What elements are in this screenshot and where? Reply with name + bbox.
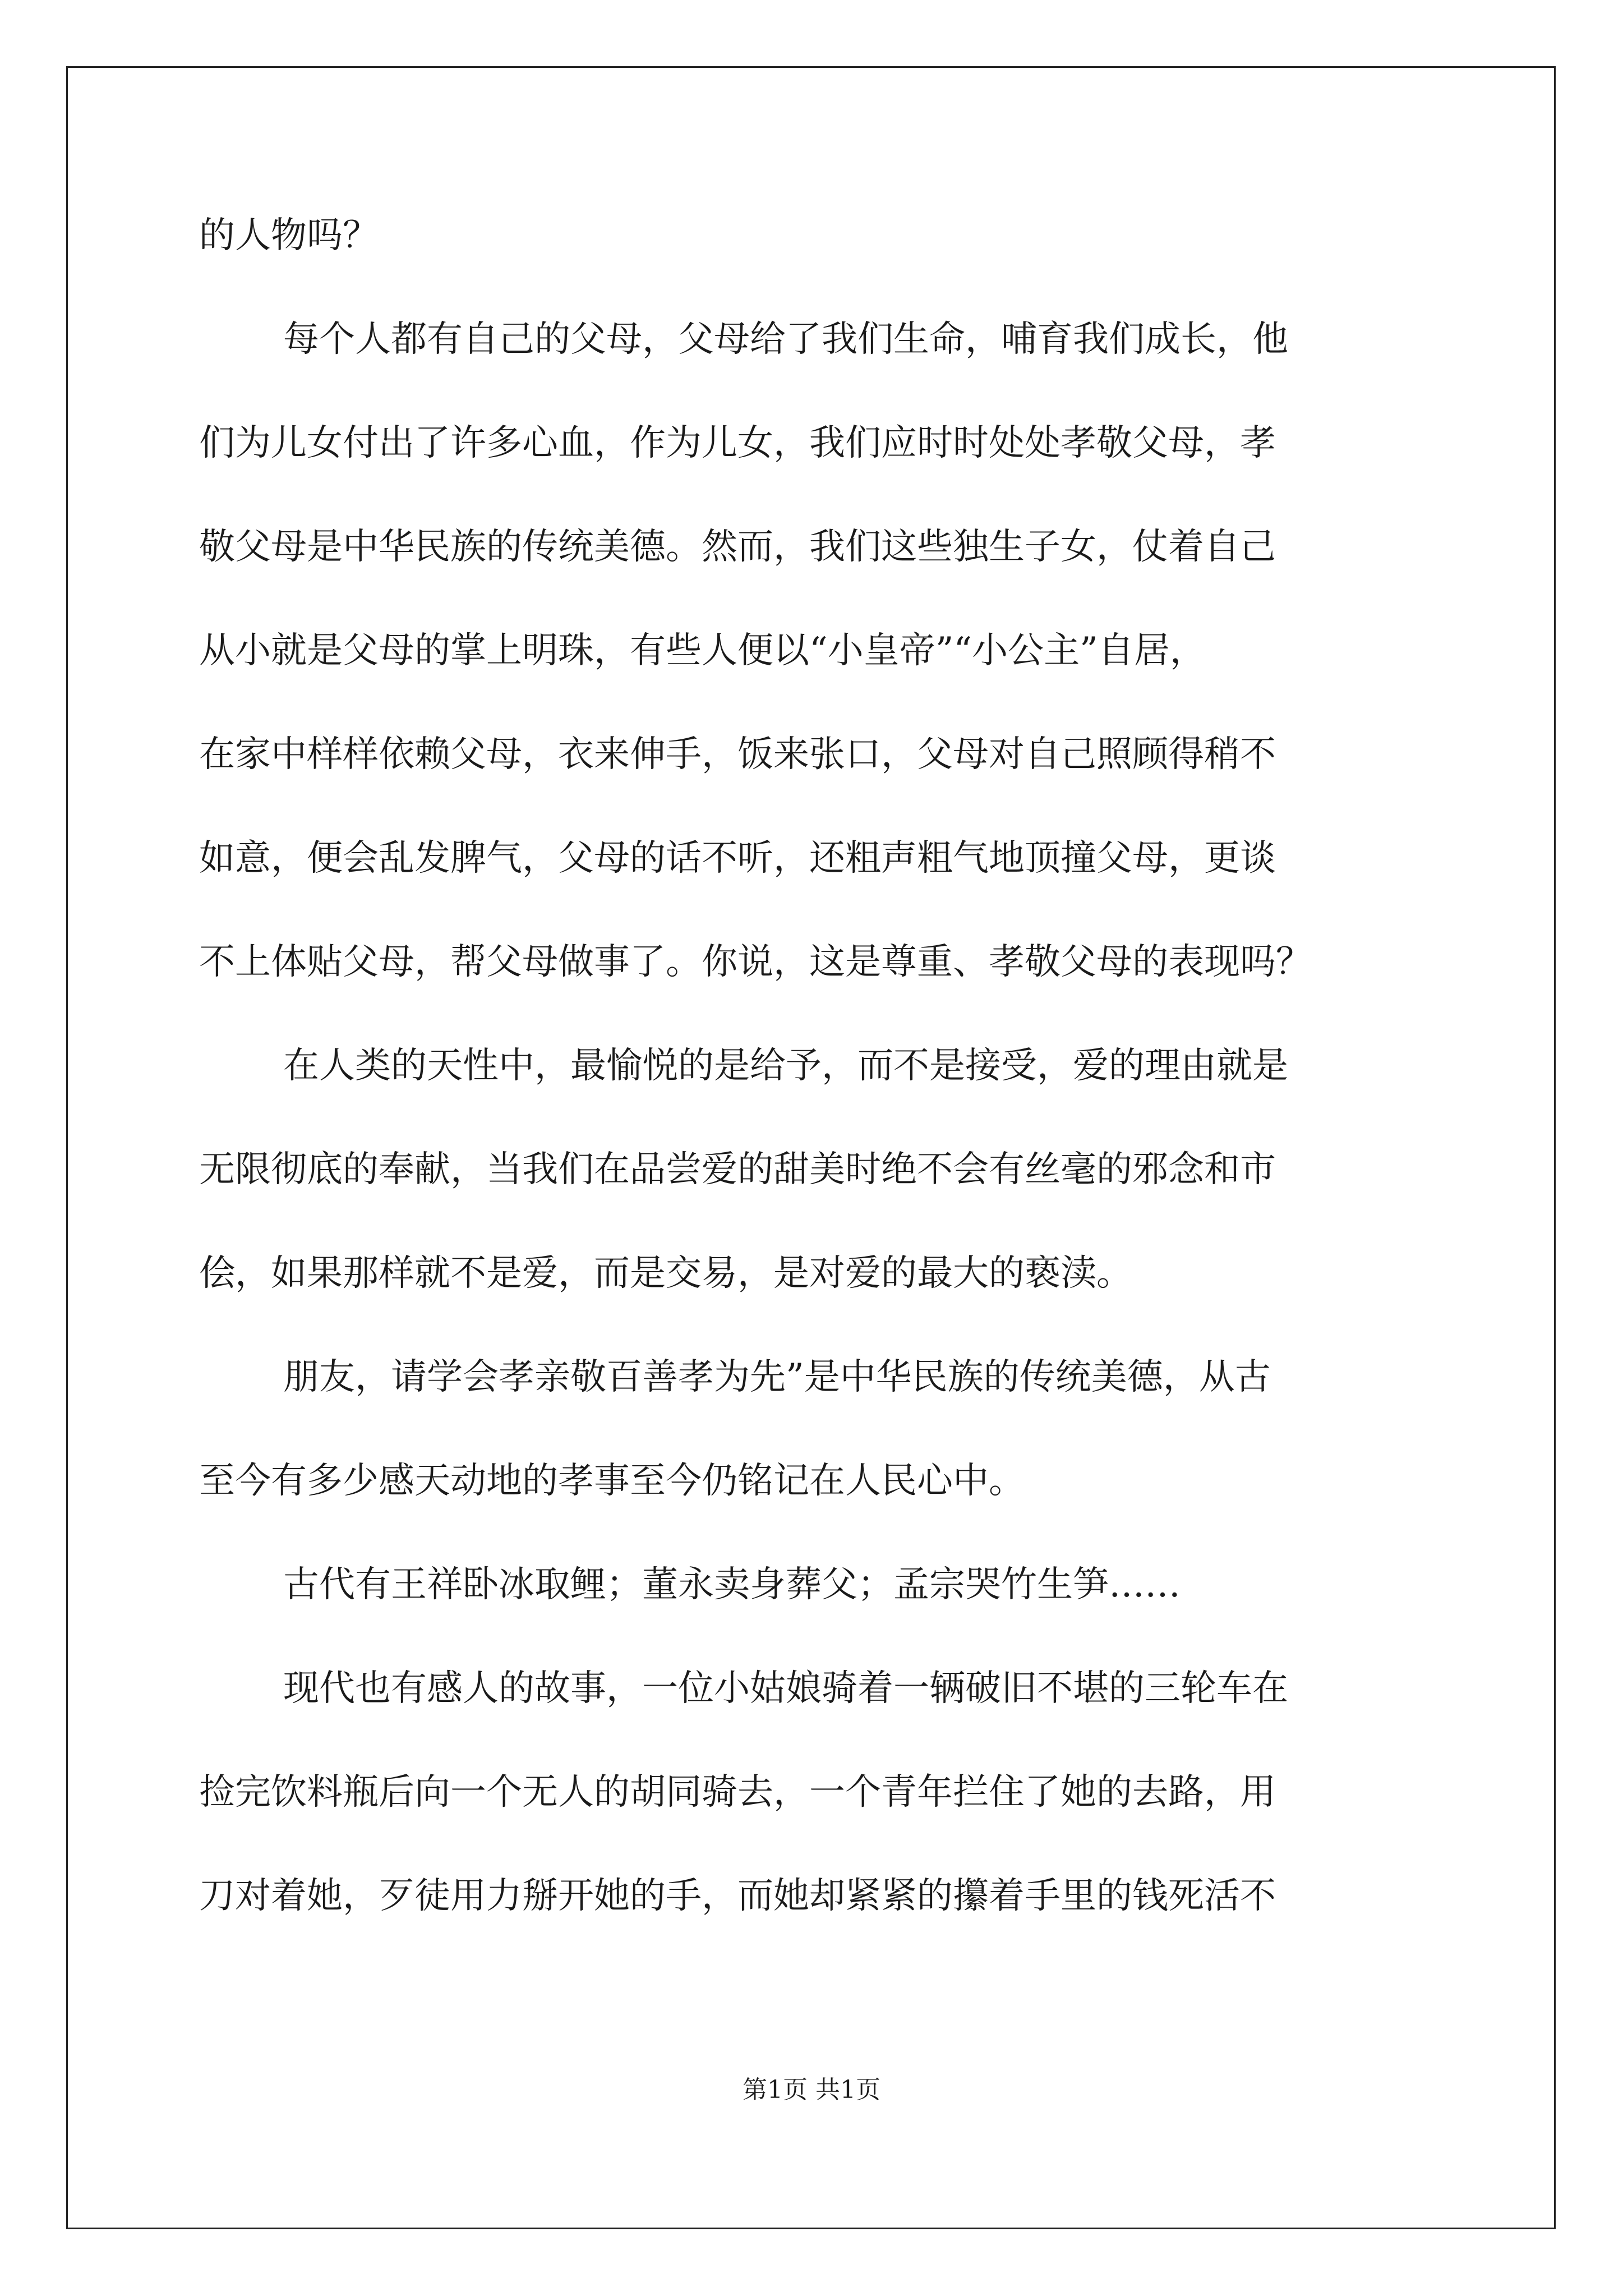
text-line: 古代有王祥卧冰取鲤；董永卖身葬父；孟宗哭竹生笋…… — [283, 1564, 1181, 1605]
text-line: 无限彻底的奉献，当我们在品尝爱的甜美时绝不会有丝毫的邪念和市 — [199, 1149, 1276, 1190]
text-line: 不上体贴父母，帮父母做事了。你说，这是尊重、孝敬父母的表现吗？ — [199, 941, 1312, 983]
text-line: 每个人都有自己的父母，父母给了我们生命，哺育我们成长，他 — [283, 319, 1288, 360]
text-line: 的人物吗？ — [199, 215, 379, 256]
text-line: 侩，如果那样就不是爱，而是交易，是对爱的最大的亵渎。 — [199, 1253, 1132, 1294]
text-line: 现代也有感人的故事，一位小姑娘骑着一辆破旧不堪的三轮车在 — [283, 1668, 1288, 1709]
text-line: 捡完饮料瓶后向一个无人的胡同骑去，一个青年拦住了她的去路，用 — [199, 1772, 1276, 1813]
text-line: 们为儿女付出了许多心血，作为儿女，我们应时时处处孝敬父母，孝 — [199, 422, 1276, 464]
text-line: 敬父母是中华民族的传统美德。然而，我们这些独生子女，仗着自己 — [199, 526, 1276, 568]
text-line: 朋友，请学会孝亲敬百善孝为先”是中华民族的传统美德，从古 — [283, 1356, 1271, 1398]
text-line: 刀对着她，歹徒用力掰开她的手，而她却紧紧的攥着手里的钱死活不 — [199, 1875, 1276, 1917]
text-line: 在人类的天性中，最愉悦的是给予，而不是接受，爱的理由就是 — [283, 1045, 1288, 1087]
text-line: 至今有多少感天动地的孝事至今仍铭记在人民心中。 — [199, 1460, 1025, 1502]
text-line: 从小就是父母的掌上明珠，有些人便以“小皇帝”“小公主”自居， — [199, 630, 1206, 671]
text-line: 在家中样样依赖父母，衣来伸手，饭来张口，父母对自己照顾得稍不 — [199, 734, 1276, 775]
page-footer: 第1页 共1页 — [743, 2076, 880, 2104]
text-line: 如意，便会乱发脾气，父母的话不听，还粗声粗气地顶撞父母，更谈 — [199, 838, 1276, 879]
